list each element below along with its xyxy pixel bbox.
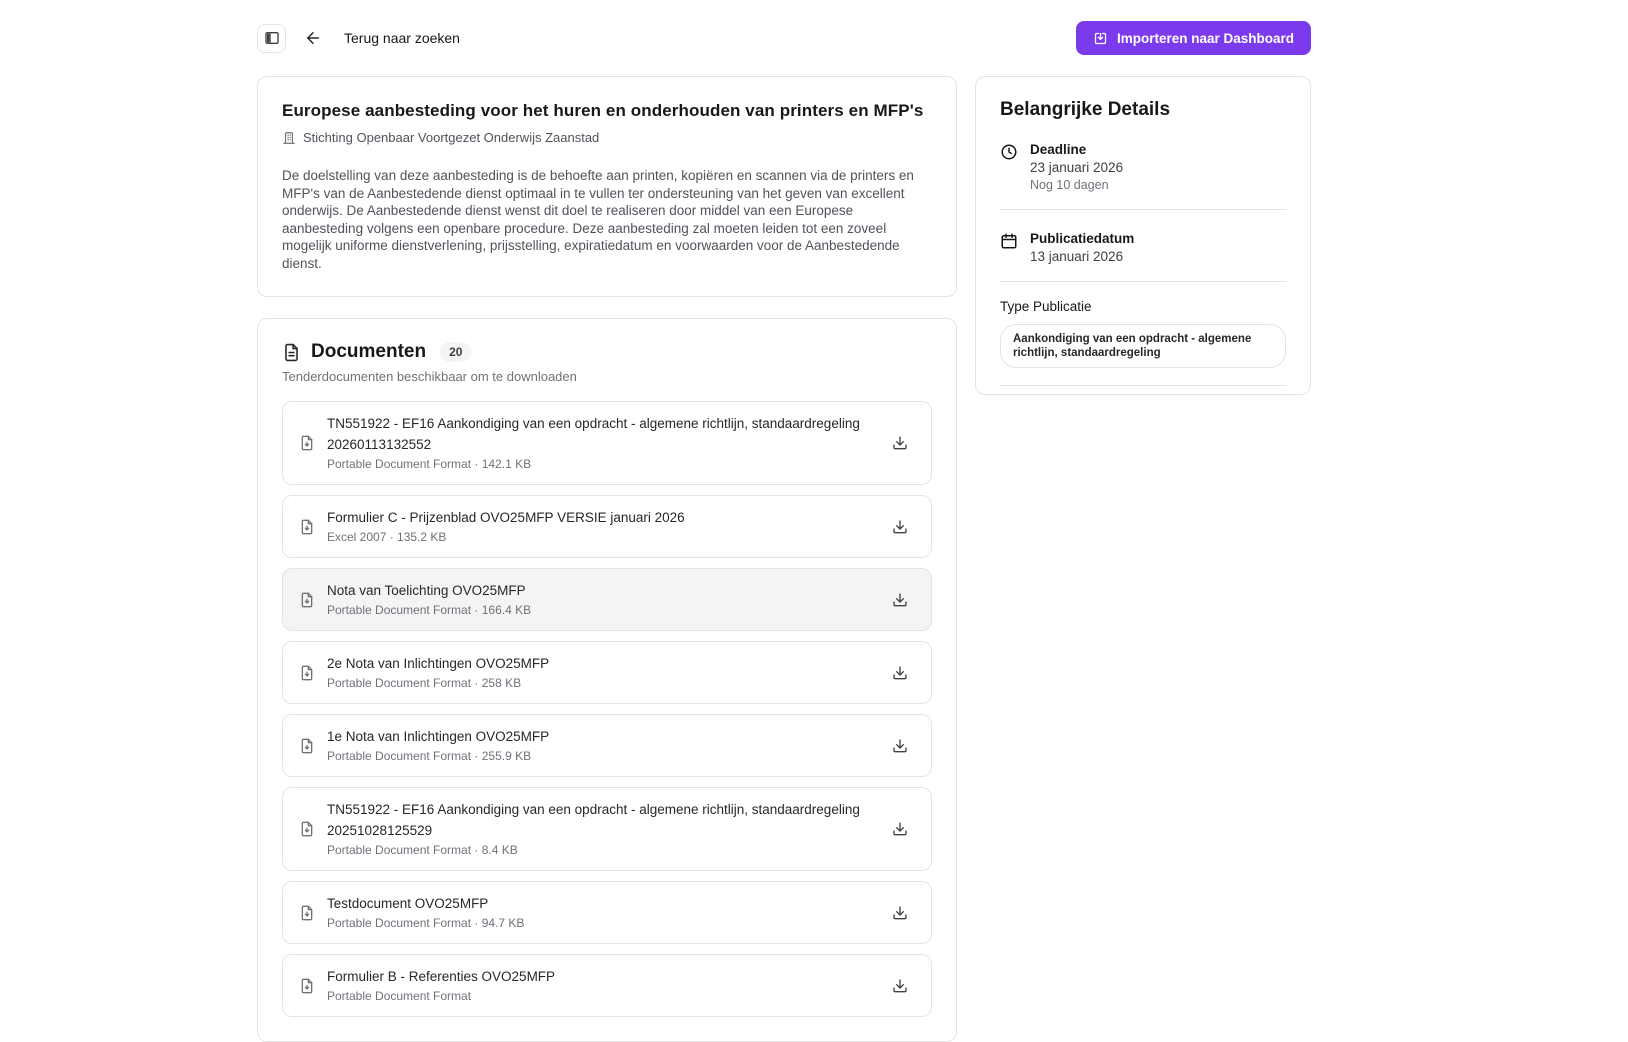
- file-down-icon: [299, 738, 315, 754]
- publication-block: [1000, 231, 1286, 264]
- document-text: [327, 799, 873, 859]
- sidebar-toggle-button[interactable]: [257, 24, 286, 53]
- details-heading: Belangrijke Details: [1000, 99, 1171, 120]
- organization-name: Stichting Openbaar Voortgezet Onderwijs Zaanstad: [303, 130, 600, 145]
- file-down-icon: [299, 905, 315, 921]
- download-icon: [892, 519, 908, 535]
- arrow-left-icon: [304, 29, 322, 47]
- file-down-icon: [299, 821, 315, 837]
- documents-header: [282, 341, 932, 363]
- deadline-label: Deadline: [1030, 142, 1087, 157]
- document-meta: Portable Document Format · 166.4 KB: [327, 603, 532, 617]
- download-button[interactable]: [885, 428, 915, 458]
- document-meta: Portable Document Format · 142.1 KB: [327, 457, 532, 471]
- document-meta: Portable Document Format · 8.4 KB: [327, 843, 518, 857]
- file-down-icon: [299, 665, 315, 681]
- topbar: [257, 21, 1311, 55]
- content-container: [257, 0, 1311, 1042]
- deadline-remaining: Nog 10 dagen: [1030, 178, 1109, 192]
- download-button[interactable]: [885, 585, 915, 615]
- download-icon: [892, 978, 908, 994]
- type-publicatie-pill: Aankondiging van een opdracht - algemene richtlijn, standaardregeling: [1000, 324, 1286, 368]
- document-row[interactable]: [282, 641, 932, 704]
- building-icon: [282, 131, 296, 145]
- clock-icon: [1000, 143, 1018, 192]
- document-text: [327, 726, 873, 765]
- document-text: [327, 966, 873, 1005]
- document-title: Formulier C - Prijzenblad OVO25MFP VERSIE januari 2026: [327, 510, 685, 525]
- document-title: TN551922 - EF16 Aankondiging van een opdracht - algemene richtlijn, standaardregeling 20251028125529: [327, 802, 860, 838]
- topbar-left: [257, 24, 460, 53]
- publication-label: Publicatiedatum: [1030, 231, 1135, 246]
- document-meta: Excel 2007 · 135.2 KB: [327, 530, 447, 544]
- back-label: Terug naar zoeken: [344, 30, 460, 46]
- details-column: [975, 76, 1311, 395]
- document-title: Nota van Toelichting OVO25MFP: [327, 583, 526, 598]
- document-row[interactable]: [282, 401, 932, 485]
- document-title: 1e Nota van Inlichtingen OVO25MFP: [327, 729, 550, 744]
- deadline-block: [1000, 142, 1286, 192]
- organization-row: [282, 130, 932, 145]
- download-icon: [892, 665, 908, 681]
- document-text: [327, 507, 873, 546]
- file-down-icon: [299, 519, 315, 535]
- document-title: Formulier B - Referenties OVO25MFP: [327, 969, 556, 984]
- download-button[interactable]: [885, 971, 915, 1001]
- download-icon: [892, 592, 908, 608]
- documents-count-badge: 20: [440, 342, 471, 362]
- document-row[interactable]: [282, 568, 932, 631]
- panel-left-icon: [264, 30, 280, 46]
- download-button[interactable]: [885, 512, 915, 542]
- import-to-dashboard-button[interactable]: [1076, 21, 1311, 55]
- download-icon: [892, 905, 908, 921]
- download-icon: [892, 821, 908, 837]
- document-row[interactable]: [282, 881, 932, 944]
- back-button[interactable]: [302, 27, 324, 49]
- document-meta: Portable Document Format · 255.9 KB: [327, 749, 532, 763]
- documents-card: [257, 318, 957, 1042]
- document-row[interactable]: [282, 495, 932, 558]
- file-down-icon: [299, 435, 315, 451]
- document-row[interactable]: [282, 714, 932, 777]
- tender-summary-card: [257, 76, 957, 297]
- main-column: [257, 76, 957, 1042]
- divider: [1000, 209, 1286, 210]
- document-meta: Portable Document Format · 94.7 KB: [327, 916, 525, 930]
- document-text: [327, 653, 873, 692]
- document-title: Testdocument OVO25MFP: [327, 896, 489, 911]
- file-down-icon: [299, 592, 315, 608]
- document-meta: Portable Document Format: [327, 989, 472, 1003]
- type-publicatie-label: Type Publicatie: [1000, 299, 1092, 314]
- document-title: 2e Nota van Inlichtingen OVO25MFP: [327, 656, 550, 671]
- important-details-card: [975, 76, 1311, 395]
- documents-subtitle: Tenderdocumenten beschikbaar om te downloaden: [282, 369, 577, 384]
- tender-title: Europese aanbesteding voor het huren en onderhouden van printers en MFP's: [282, 101, 924, 120]
- download-button[interactable]: [885, 898, 915, 928]
- file-text-icon: [282, 343, 301, 362]
- download-button[interactable]: [885, 731, 915, 761]
- calendar-icon: [1000, 232, 1018, 264]
- file-down-icon: [299, 978, 315, 994]
- document-row[interactable]: [282, 787, 932, 871]
- document-text: [327, 413, 873, 473]
- divider: [1000, 385, 1286, 386]
- document-meta: Portable Document Format · 258 KB: [327, 676, 522, 690]
- document-title: TN551922 - EF16 Aankondiging van een opdracht - algemene richtlijn, standaardregeling 20260113132552: [327, 416, 860, 452]
- document-text: [327, 893, 873, 932]
- document-list: [282, 401, 932, 1017]
- download-icon: [892, 435, 908, 451]
- publication-date: 13 januari 2026: [1030, 249, 1124, 264]
- tender-description: De doelstelling van deze aanbesteding is de behoefte aan printen, kopiëren en scannen via de printers en MFP's van de Aanbestedende dienst optimaal in te vullen ter ondersteuning van het geven van excellent onderwijs. De Aanbestedende dienst wenst dit doel te realiseren door middel van een Europese aanbesteding volgens een openbare procedure. Deze aanbesteding zal moeten leiden tot een zoveel mogelijk uniforme dienstverlening, prijsstelling, expiratiedatum en voorwaarden voor de Aanbestedende dienst.: [282, 168, 914, 271]
- divider: [1000, 281, 1286, 282]
- documents-heading: Documenten: [311, 341, 427, 362]
- document-text: [327, 580, 873, 619]
- download-button[interactable]: [885, 658, 915, 688]
- download-button[interactable]: [885, 814, 915, 844]
- import-icon: [1093, 31, 1108, 46]
- import-button-label: Importeren naar Dashboard: [1116, 30, 1294, 46]
- deadline-date: 23 januari 2026: [1030, 160, 1124, 175]
- document-row[interactable]: [282, 954, 932, 1017]
- download-icon: [892, 738, 908, 754]
